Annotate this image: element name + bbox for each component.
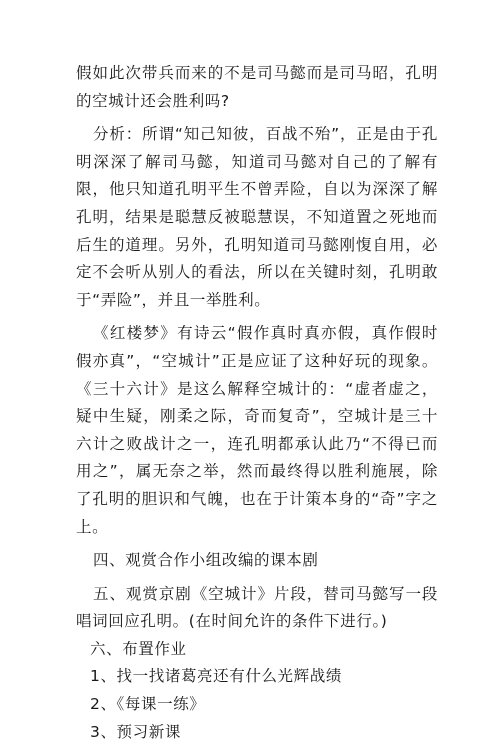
homework-item: 3、预习新课 — [90, 722, 181, 741]
paragraph-honglou-quote: 《红楼梦》有诗云“假作真时真亦假，真作假时假亦真”，“空城计”正是应证了这种好玩的现象。《三十六计》是这么解释空城计的：“虚者虚之，疑中生疑，刚柔之际，奇而复奇”，空城计是三十六计之败战计之一，连孔明都承认此乃“不得已而用之”，属无奈之举，然而最终得以胜利施展，除了孔明的胆识和气魄，也在于计策本身的“奇”字之上。 — [76, 324, 438, 536]
homework-list — [76, 663, 438, 746]
homework-item: 1、找一找诸葛亮还有什么光辉战绩 — [90, 667, 342, 686]
paragraph-analysis: 分析：所谓“知己知彼，百战不殆”，正是由于孔明深深了解司马懿，知道司马懿对自己的了解有限，他只知道孔明平生不曾弄险，自以为深深了解孔明，结果是聪慧反被聪慧误，不知道置之死地而后生的道理。另外，孔明知道司马懿刚愎自用，必定不会听从别人的看法，所以在关键时刻，孔明敢于“弄险”，并且一举胜利。 — [76, 125, 438, 309]
homework-heading: 六、布置作业 — [90, 639, 187, 658]
homework-item: 2、《每课一练》 — [90, 695, 206, 714]
paragraph-question: 假如此次带兵而来的不是司马懿而是司马昭，孔明的空城计还会胜利吗? — [76, 64, 438, 110]
section-four-heading: 四、观赏合作小组改编的课本剧 — [93, 551, 319, 570]
section-five-text: 五、观赏京剧《空城计》片段，替司马懿写一段唱词回应孔明。(在时间允许的条件下进行。) — [76, 584, 438, 631]
